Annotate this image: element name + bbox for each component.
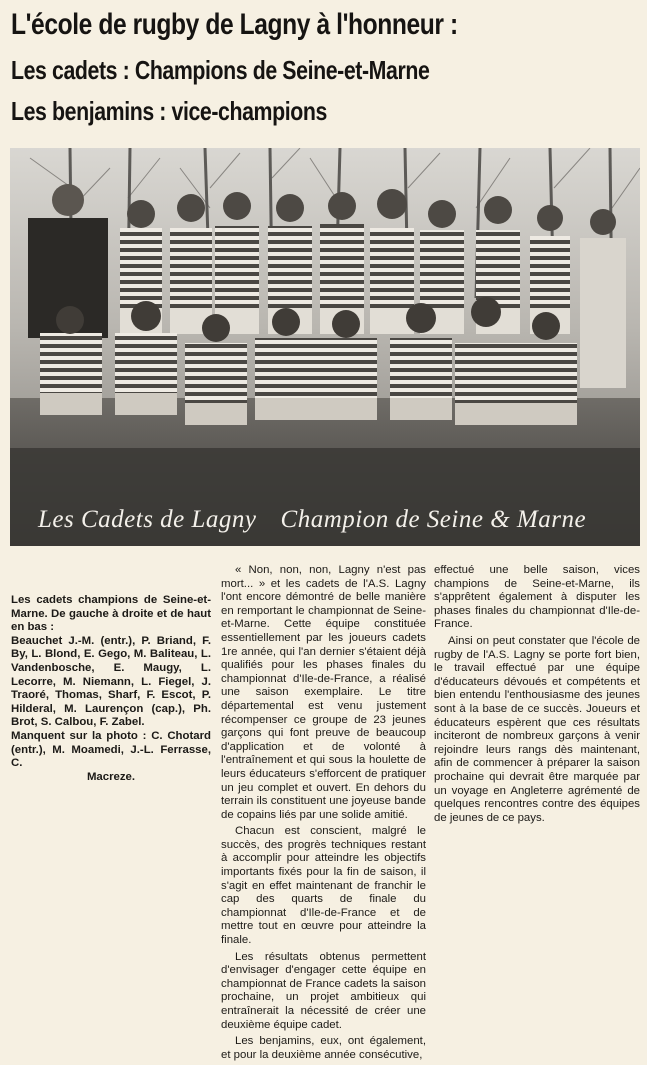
article-subheadline-benjamins: Les benjamins : vice-champions	[11, 96, 327, 126]
article-column-2	[434, 564, 640, 828]
paragraph: Les benjamins, eux, ont également, et pour la deuxième année consécutive,	[221, 1035, 426, 1061]
photo-caption-left: Les Cadets de Lagny	[38, 506, 257, 533]
photo-legend	[11, 594, 211, 784]
article-headline: L'école de rugby de Lagny à l'honneur :	[11, 8, 458, 41]
paragraph: Les résultats obtenus permettent d'envisager d'engager cette équipe en championnat de France cadets la saison prochaine, un projet ambitieux qui entraînerait la nécessité de créer une deuxième équipe cadet.	[221, 950, 426, 1031]
photo-caption-overlay	[38, 506, 586, 534]
legend-names: Beauchet J.-M. (entr.), P. Briand, F. By, L. Blond, E. Gego, M. Baliteau, L. Vandenbosche, E. Maugy, L. Lecorre, M. Niemann, L. Fiegel, J. Traoré, Thomas, Sharf, F. Escot, P. Hilderal, M. Laurençon (cap.), Ph. Brot, S. Calbou, F. Zabel.	[11, 634, 211, 729]
legend-missing-end: Macreze.	[86, 770, 136, 783]
paragraph: Chacun est conscient, malgré le succès, des progrès techniques restant à accomplir pour atteindre les objectifs importants fixés pour la fin de saison, il s'agit en effet maintenant de franchir le cap des quarts de finale du championnat d'Ile-de-France et de mettre tout en œuvre pour atteindre la finale.	[221, 825, 426, 947]
article-subheadline-cadets: Les cadets : Champions de Seine-et-Marne	[11, 55, 430, 85]
team-photo	[10, 148, 640, 546]
legend-missing: Manquent sur la photo : C. Chotard (entr.), M. Moamedi, J.-L. Ferrasse, C.	[11, 729, 211, 770]
paragraph: effectué une belle saison, vices champions de Seine-et-Marne, ils s'apprêtent également à disputer les phases finales du championnat d'Ile-de-France.	[434, 564, 640, 631]
paragraph: Ainsi on peut constater que l'école de rugby de l'A.S. Lagny se porte fort bien, le travail effectué par une équipe d'éducateurs dévoués et compétents et bien entendu l'enthousiasme des jeunes sont à la base de ce succès. Joueurs et éducateurs espèrent que ces résultats inciteront de nombreux garçons à venir rejoindre leurs rangs dès maintenant, afin de commencer à préparer la saison prochaine qui devrait être marquée par un voyage en Angleterre agrémenté de quelques rencontres contre des équipes de jeunes de ce pays.	[434, 634, 640, 824]
photo-caption-right: Champion de Seine & Marne	[280, 506, 587, 533]
article-column-1	[221, 564, 426, 1065]
paragraph: « Non, non, non, Lagny n'est pas mort... » et les cadets de l'A.S. Lagny l'ont encore démontré de belle manière en remportant le championnat de Seine-et-Marne. Cette équipe constituée essentiellement par les joueurs cadets 1re année, qui l'an dernier s'étaient déjà qualifiés pour les phases finales du championnat d'Ile-de-France, a réalisé une saison exemplaire. Le titre départemental est venu justement récompenser ce groupe de 23 jeunes garçons qui font preuve de beaucoup d'application et de volonté à l'entraînement et qui sous la houlette de leurs éducateurs s'efforcent de pratiquer un jeu complet et ouvert. En dehors du terrain ils constituent une joyeuse bande de copains liés par une solide amitié.	[221, 564, 426, 821]
legend-intro: Les cadets champions de Seine-et-Marne. De gauche à droite et de haut en bas :	[11, 594, 211, 634]
